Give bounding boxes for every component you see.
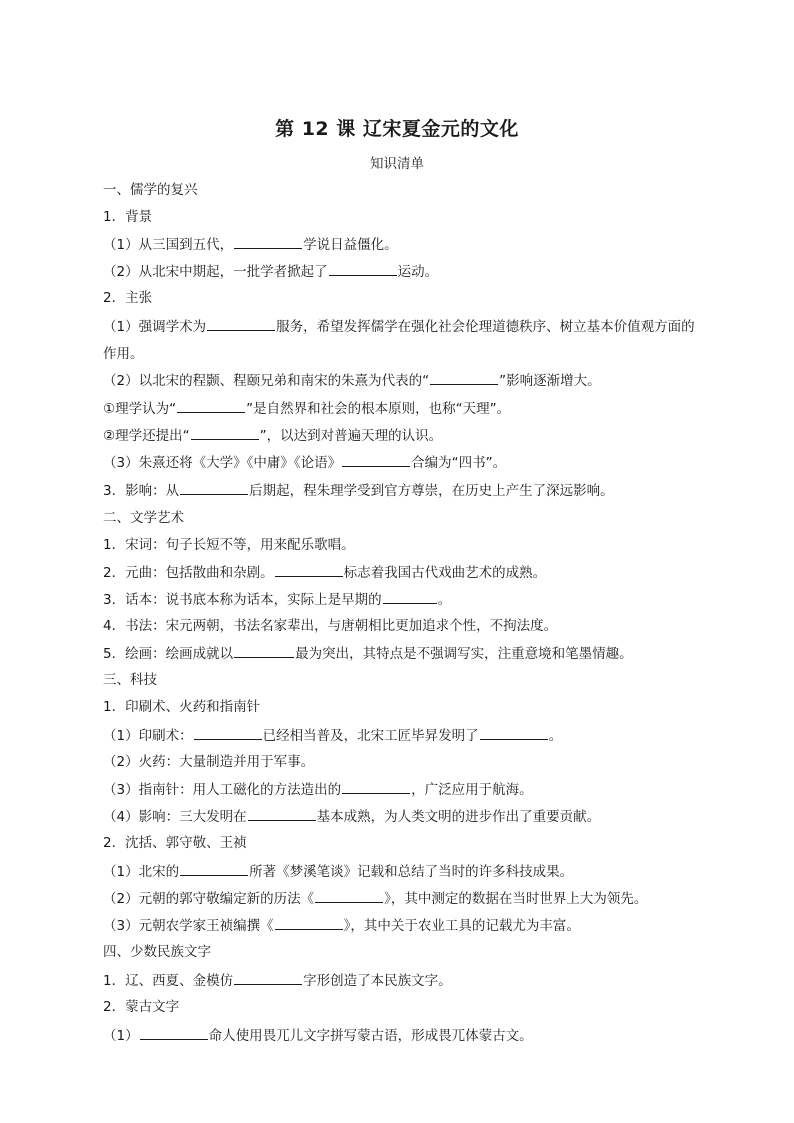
list-item: （3）指南针：用人工磁化的方法造出的 ，广泛应用于航海。 bbox=[103, 779, 723, 800]
subheading-printing-gunpowder-compass: 1．印刷术、火药和指南针 bbox=[103, 699, 261, 715]
fill-blank[interactable] bbox=[342, 779, 410, 794]
subheading-background: 1．背景 bbox=[103, 209, 153, 225]
subheading-mongolian-script: 2．蒙古文字 bbox=[103, 999, 180, 1015]
list-item: （4）影响：三大发明在 基本成熟，为人类文明的进步作出了重要贡献。 bbox=[103, 806, 723, 827]
page-title: 第 12 课 辽宋夏金元的文化 bbox=[275, 118, 519, 140]
list-item: 1．辽、西夏、金模仿 字形创造了本民族文字。 bbox=[103, 970, 723, 991]
fill-blank[interactable] bbox=[275, 562, 343, 577]
fill-blank[interactable] bbox=[177, 398, 245, 413]
fill-blank[interactable] bbox=[275, 915, 343, 930]
fill-blank[interactable] bbox=[140, 1025, 208, 1040]
list-item: （1）印刷术： 已经相当普及，北宋工匠毕昇发明了 。 bbox=[103, 725, 723, 746]
list-item: （1）从三国到五代， 学说日益僵化。 bbox=[103, 234, 723, 255]
subheading-scientists: 2．沈括、郭守敬、王祯 bbox=[103, 835, 247, 851]
fill-blank[interactable] bbox=[191, 425, 259, 440]
list-item: 3．话本：说书底本称为话本，实际上是早期的 。 bbox=[103, 589, 723, 610]
section-heading-technology: 三、科技 bbox=[103, 672, 157, 688]
list-item: （3）朱熹还将《大学》《中庸》《论语》 合编为“四书”。 bbox=[103, 452, 723, 473]
list-item: 3．影响：从 后期起，程朱理学受到官方尊崇，在历史上产生了深远影响。 bbox=[103, 480, 723, 501]
list-item: （2）元朝的郭守敬编定新的历法《 》，其中测定的数据在当时世界上大为领先。 bbox=[103, 888, 723, 909]
list-item: 2．元曲：包括散曲和杂剧。 标志着我国古代戏曲艺术的成熟。 bbox=[103, 562, 723, 583]
fill-blank[interactable] bbox=[315, 888, 383, 903]
fill-blank[interactable] bbox=[248, 806, 316, 821]
section-heading-confucianism: 一、儒学的复兴 bbox=[103, 182, 198, 198]
fill-blank[interactable] bbox=[342, 452, 410, 467]
list-item: （1）北宋的 所著《梦溪笔谈》记载和总结了当时的许多科技成果。 bbox=[103, 861, 723, 882]
fill-blank[interactable] bbox=[234, 643, 294, 658]
fill-blank[interactable] bbox=[430, 370, 498, 385]
list-item: （2）火药：大量制造并用于军事。 bbox=[103, 754, 315, 770]
list-item: 5．绘画：绘画成就以 最为突出，其特点是不强调写实，注重意境和笔墨情趣。 bbox=[103, 643, 723, 664]
fill-blank[interactable] bbox=[329, 261, 397, 276]
list-item: （3）元朝农学家王祯编撰《 》，其中关于农业工具的记载尤为丰富。 bbox=[103, 915, 723, 936]
fill-blank[interactable] bbox=[480, 725, 548, 740]
list-item: ②理学还提出“ ”，以达到对普遍天理的认识。 bbox=[103, 425, 723, 446]
fill-blank[interactable] bbox=[180, 480, 248, 495]
fill-blank[interactable] bbox=[234, 234, 302, 249]
subheading-propositions: 2．主张 bbox=[103, 290, 153, 306]
list-item: ①理学认为“ ”是自然界和社会的根本原则，也称“天理”。 bbox=[103, 398, 723, 419]
fill-blank[interactable] bbox=[207, 316, 275, 331]
fill-blank[interactable] bbox=[194, 725, 262, 740]
list-item: （1）强调学术为 服务，希望发挥儒学在强化社会伦理道德秩序、树立基本价值观方面的 bbox=[103, 316, 723, 337]
list-item: （2）以北宋的程颢、程颐兄弟和南宋的朱熹为代表的“ ”影响逐渐增大。 bbox=[103, 370, 723, 391]
list-item: （1） 命人使用畏兀儿文字拼写蒙古语，形成畏兀体蒙古文。 bbox=[103, 1025, 723, 1046]
fill-blank[interactable] bbox=[383, 589, 437, 604]
page-subtitle: 知识清单 bbox=[370, 156, 424, 172]
fill-blank[interactable] bbox=[234, 970, 302, 985]
section-heading-literature-art: 二、文学艺术 bbox=[103, 510, 184, 526]
list-item-continuation: 作用。 bbox=[103, 346, 144, 362]
list-item: 1．宋词：句子长短不等，用来配乐歌唱。 bbox=[103, 537, 355, 553]
list-item: 4．书法：宋元两朝，书法名家辈出，与唐朝相比更加追求个性，不拘法度。 bbox=[103, 618, 558, 634]
list-item: （2）从北宋中期起，一批学者掀起了 运动。 bbox=[103, 261, 723, 282]
fill-blank[interactable] bbox=[180, 861, 248, 876]
section-heading-minority-scripts: 四、少数民族文字 bbox=[103, 944, 211, 960]
